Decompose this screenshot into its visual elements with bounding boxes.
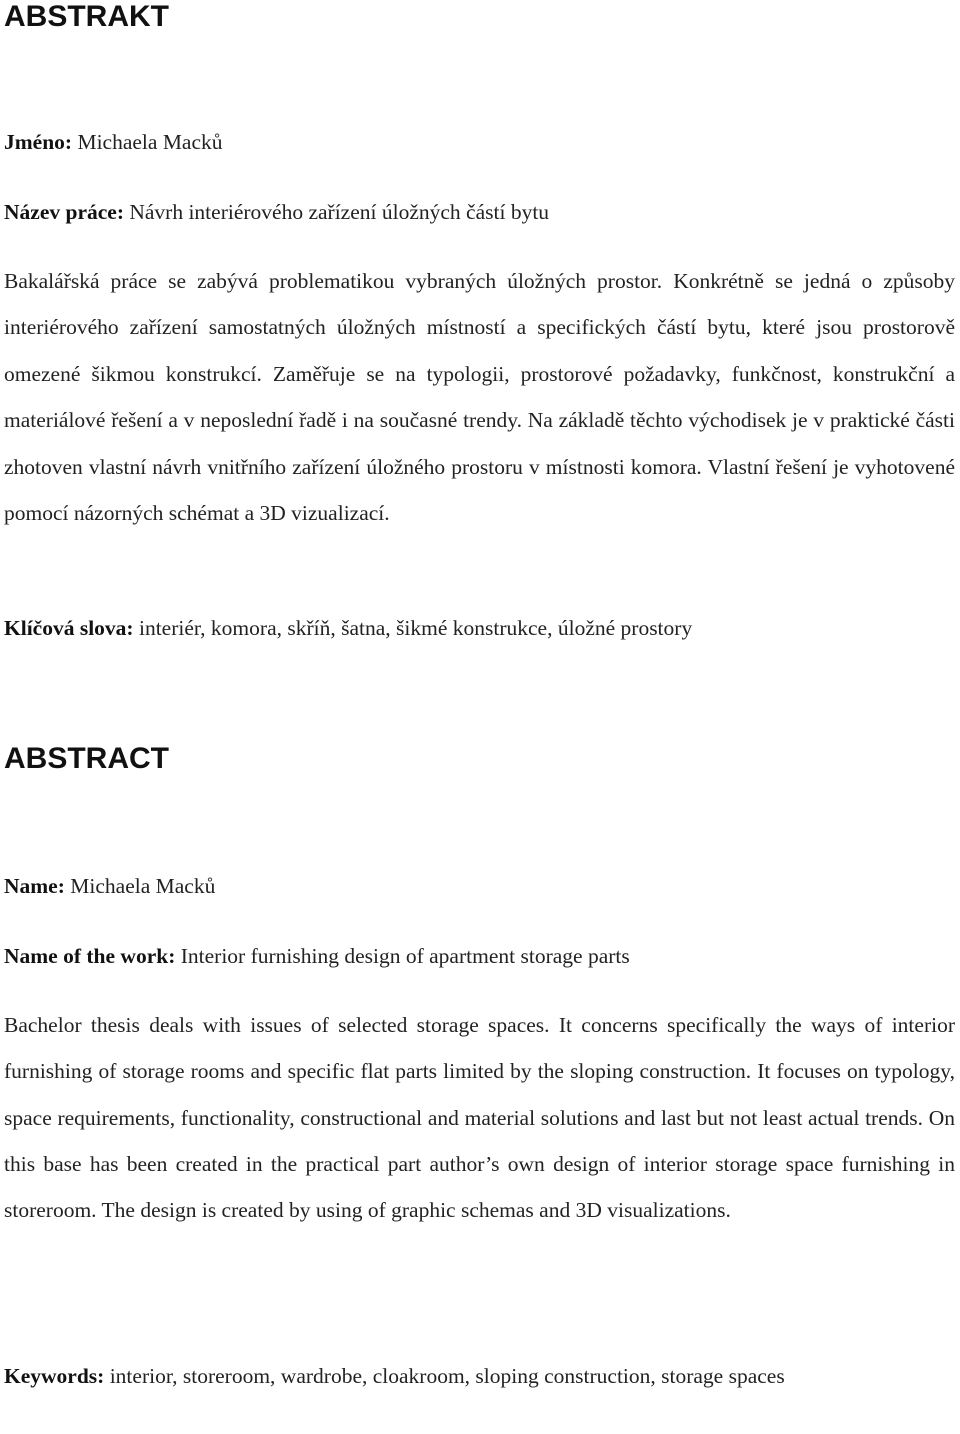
czech-keywords-list: interiér, komora, skříň, šatna, šikmé konstrukce, úložné prostory <box>138 616 693 640</box>
czech-heading: ABSTRAKT <box>4 0 169 33</box>
english-thesis-title: Interior furnishing design of apartment storage parts <box>180 944 630 968</box>
english-abstract-paragraph: Bachelor thesis deals with issues of selected storage spaces. It concerns specifically the ways of interior furnishing of storage rooms and specific flat parts limited by the sloping construction. It focuses on typology, space requirements, functionality, constructional and material solutions and last but not least actual trends. On this base has been created in the practical part author’s own design of interior storage space furnishing in storeroom. The design is created by using of graphic schemas and 3D visualizations. <box>4 1013 955 1223</box>
english-keywords-paragraph <box>4 1353 955 1400</box>
english-title-label: Name of the work: <box>4 944 176 968</box>
english-author-line <box>4 872 215 900</box>
english-author-name: Michaela Macků <box>70 874 216 898</box>
czech-title-line <box>4 198 549 226</box>
english-title-line <box>4 942 630 970</box>
english-author-label: Name: <box>4 874 65 898</box>
czech-author-line <box>4 128 223 156</box>
czech-author-name: Michaela Macků <box>77 130 223 154</box>
english-heading: ABSTRACT <box>4 742 169 775</box>
czech-keywords-line <box>4 614 692 642</box>
english-keywords-list: interior, storeroom, wardrobe, cloakroom, sloping construction, storage spaces <box>109 1364 785 1388</box>
czech-title-label: Název práce: <box>4 200 124 224</box>
czech-thesis-title: Návrh interiérového zařízení úložných částí bytu <box>129 200 550 224</box>
czech-keywords-label: Klíčová slova: <box>4 616 134 640</box>
czech-author-label: Jméno: <box>4 130 73 154</box>
english-keywords-label: Keywords: <box>4 1364 105 1388</box>
czech-abstract-paragraph: Bakalářská práce se zabývá problematikou vybraných úložných prostor. Konkrétně se jedná o způsoby interiérového zařízení samostatných úložných místností a specifických částí bytu, které jsou prostorově omezené šikmou konstrukcí. Zaměřuje se na typologii, prostorové požadavky, funkčnost, konstrukční a materiálové řešení a v neposlední řadě i na současné trendy. Na základě těchto východisek je v praktické části zhotoven vlastní návrh vnitřního zařízení úložného prostoru v místnosti komora. Vlastní řešení je vyhotovené pomocí názorných schémat a 3D vizualizací. <box>4 269 955 526</box>
